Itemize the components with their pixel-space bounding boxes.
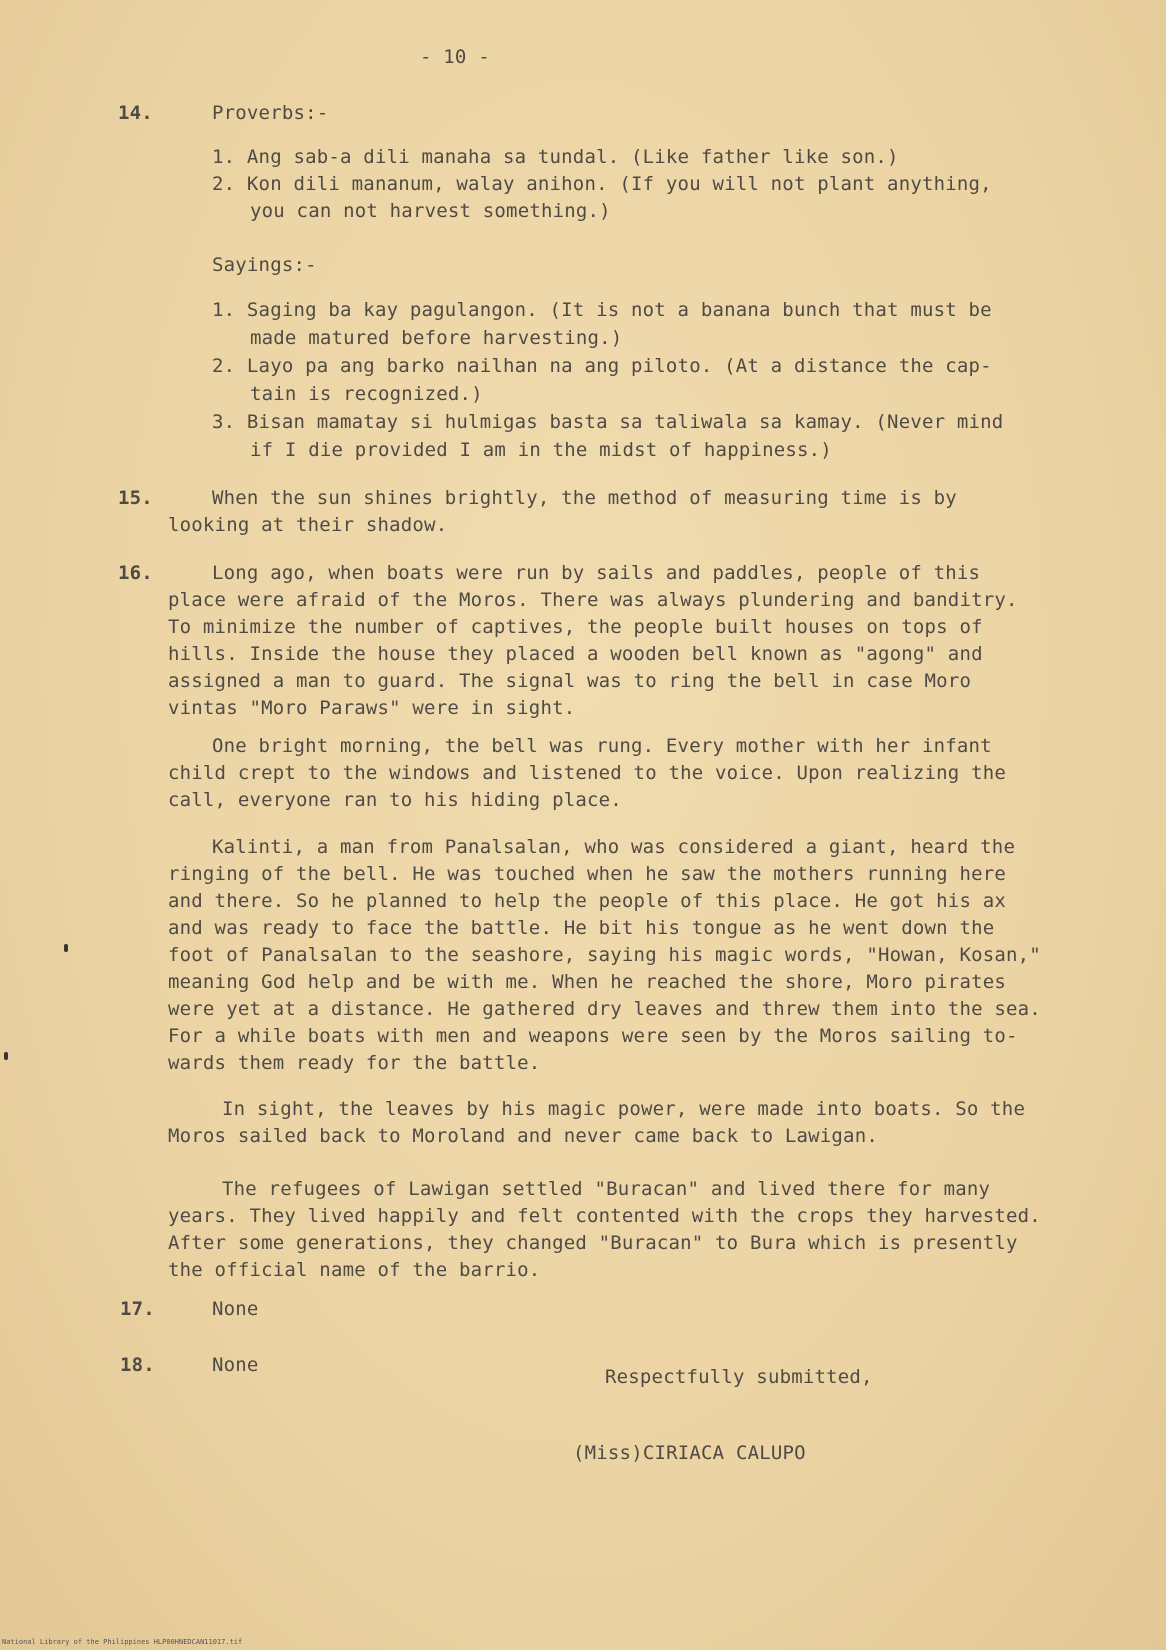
sayings-heading: Sayings:- [212,254,317,276]
text-line: wards them ready for the battle. [168,1052,541,1074]
scan-footer: National Library of the Philippines HLP00HNEDCAN11017.tif [2,1638,243,1646]
item-18-number: 18. [120,1354,155,1376]
text-line: When the sun shines brightly, the method of measuring time is by [212,487,957,509]
sayings-list [212,296,1003,464]
proverb-line: you can not harvest something.) [250,200,611,222]
closing-line: Respectfully submitted, [605,1366,873,1388]
saying-line: tain is recognized.) [250,383,483,405]
text-line: One bright morning, the bell was rung. Every mother with her infant [212,735,992,757]
item-15-text [168,485,957,539]
margin-mark [4,1052,8,1060]
text-line: After some generations, they changed "Buracan" to Bura which is presently [168,1232,1018,1254]
text-line: and was ready to face the battle. He bit his tongue as he went down the [168,917,995,939]
story-paragraph-2 [168,733,1006,814]
story-paragraph-3 [168,834,1041,1077]
item-14-number: 14. [118,102,153,124]
saying-line: 3. Bisan mamatay si hulmigas basta sa taliwala sa kamay. (Never mind [212,411,1004,433]
text-line: foot of Panalsalan to the seashore, saying his magic words, "Howan, Kosan," [168,944,1041,966]
proverb-line: 1. Ang sab-a dili manaha sa tundal. (Like father like son.) [212,146,899,168]
text-line: were yet at a distance. He gathered dry leaves and threw them into the sea. [168,998,1041,1020]
saying-line: if I die provided I am in the midst of happiness.) [250,439,832,461]
story-paragraph-1 [168,560,1018,722]
story-paragraph-4 [168,1096,1025,1150]
saying-line: 2. Layo pa ang barko nailhan na ang piloto. (At a distance the cap- [212,355,992,377]
saying-line: made matured before harvesting.) [250,327,623,349]
story-paragraph-5 [168,1176,1041,1284]
text-line: In sight, the leaves by his magic power, were made into boats. So the [222,1098,1026,1120]
item-17-number: 17. [120,1298,155,1320]
text-line: The refugees of Lawigan settled "Buracan" and lived there for many [222,1178,991,1200]
margin-mark [64,944,68,952]
item-15-number: 15. [118,487,153,509]
text-line: hills. Inside the house they placed a wooden bell known as "agong" and [168,643,983,665]
text-line: For a while boats with men and weapons were seen by the Moros sailing to- [168,1025,1018,1047]
text-line: child crept to the windows and listened to the voice. Upon realizing the [168,762,1007,784]
text-line: vintas "Moro Paraws" were in sight. [168,697,576,719]
text-line: Moros sailed back to Moroland and never came back to Lawigan. [168,1125,878,1147]
saying-line: 1. Saging ba kay pagulangon. (It is not a banana bunch that must be [212,299,992,321]
item-18-text: None [212,1354,259,1376]
text-line: To minimize the number of captives, the people built houses on tops of [168,616,983,638]
text-line: meaning God help and be with me. When he reached the shore, Moro pirates [168,971,1007,993]
signature: (Miss)CIRIACA CALUPO [573,1442,806,1464]
proverbs-list [212,144,992,225]
proverbs-heading: Proverbs:- [212,102,329,124]
text-line: call, everyone ran to his hiding place. [168,789,622,811]
page-number: - 10 - [420,46,490,68]
text-line: Kalinti, a man from Panalsalan, who was considered a giant, heard the [212,836,1016,858]
text-line: ringing of the bell. He was touched when he saw the mothers running here [168,863,1007,885]
proverb-line: 2. Kon dili mananum, walay anihon. (If you will not plant anything, [212,173,992,195]
item-17-text: None [212,1298,259,1320]
text-line: assigned a man to guard. The signal was to ring the bell in case Moro [168,670,972,692]
text-line: Long ago, when boats were run by sails and paddles, people of this [212,562,981,584]
text-line: years. They lived happily and felt contented with the crops they harvested. [168,1205,1041,1227]
text-line: looking at their shadow. [168,514,448,536]
item-16-number: 16. [118,562,153,584]
text-line: the official name of the barrio. [168,1259,541,1281]
text-line: and there. So he planned to help the people of this place. He got his ax [168,890,1007,912]
text-line: place were afraid of the Moros. There was always plundering and banditry. [168,589,1018,611]
